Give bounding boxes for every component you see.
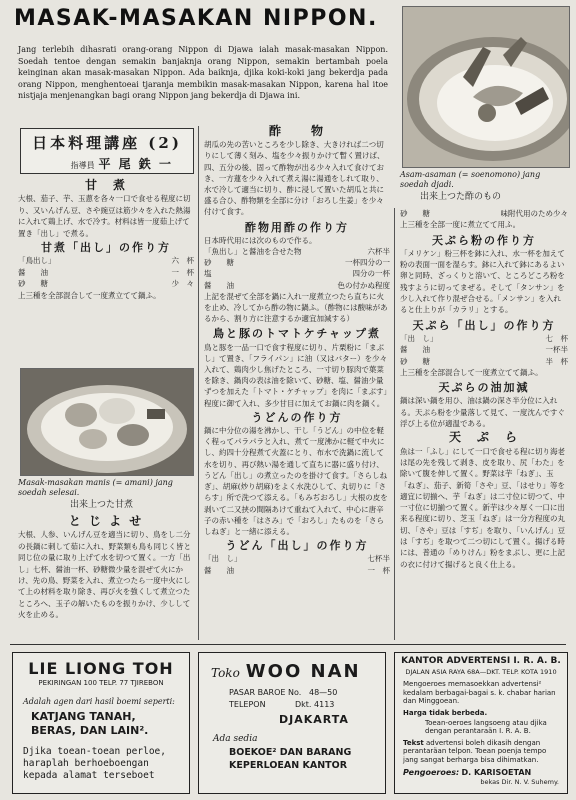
suzuke-heading: 酢物用酢の作り方 <box>245 220 349 234</box>
amani-heading: 甘 煮 <box>84 178 127 192</box>
tomato-text: 鳥と豚を一品一口で食す程度に切り、片栗粉に「まぶし」て置き、「フライパン」に油（又はバター）を少々入れて、鶏肉少し焦げたところ、一寸切り豚肉で葉菜を除き、鍋肉の表は油を除いて、砂糖、塩、醤油少量ずつを加えた「トマト・ケチャップ」を肉に「まぶす」程度に御て入れ、多少甘目に加えてお鍋に肉を鍋く。 <box>204 342 388 408</box>
photo-sunomono-caption: Asam-asaman (= soenomono) jang soedah djadi. <box>400 170 541 189</box>
photo-sunomono <box>402 6 570 168</box>
ad-woo-addr-value: 48—50 <box>309 688 338 697</box>
tempura-flour-heading: 天ぷら粉の作り方 <box>432 233 536 247</box>
udon-heading: うどんの作り方 <box>251 410 343 424</box>
ad-kantor-price-label: Harga tidak berbeda. <box>403 708 488 717</box>
suzuke-note: 上記を混ぜて全部を鍋に入れ一度煮立つたら直ちに火を止め、冷してから酢の物に鍋ふ。（酢物には酸味があるから、割り方に注意するか適宜加減する） <box>204 291 388 324</box>
amani-dashi-heading: 甘煮「出し」の作り方 <box>41 241 171 255</box>
instructor-name: 平 尾 鉄 一 <box>98 157 173 171</box>
column-divider <box>198 126 199 640</box>
ad-lie-liong-toh <box>12 652 190 794</box>
intro-paragraph: Jang terlebih dihasrati orang-orang Nippon di Djawa ialah masak-masakan Nippon. Soedah tentoe dengan semakin banjaknja orang Nippon, semakin bertambah poela keinginan akan masak-masakan Nippon. Ada baiknja, djika koki-koki jang bekerdja pada orang Nippon, menghentoeai tjaranja membikin masak-masakan Nippon, karena hal itoe nistjaja menjenangkan bagi orang Nippon jang bekerdja di Djawa ini. <box>18 45 388 101</box>
ad-kantor-service: Mengoeroes memasoekkan advertensi² kedalam berbagai-bagai s. k. chabar harian dan Minggoean. <box>403 680 556 706</box>
ad-kantor-manager-label: Pengoeroes: <box>403 767 460 777</box>
ad-woo-name: WOO NAN <box>245 661 361 682</box>
oil-heading: 天ぷらの油加減 <box>438 381 530 395</box>
ad-lie-note: Djika toean-toean perloe, haraplah berhoeboengan kepada alamat terseboet <box>23 746 166 781</box>
sunomono-dish-image <box>403 7 569 167</box>
suzuke-row: 「魚出し」と醤油を合せた物 六杯半 <box>204 247 390 257</box>
col3-top-note: 上三種を全部一度に煮立てて用ふ。 <box>400 220 521 230</box>
ad-woo-addr-label: PASAR BAROE No. <box>229 688 302 697</box>
photo-amani-caption: Masak-masakan manis (= amani) jang soedah selesai. <box>18 478 173 497</box>
page-title: MASAK-MASAKAN NIPPON. <box>14 6 378 31</box>
tojiyose-heading: と じ よ せ <box>68 514 144 528</box>
suzuke-intro: 日本時代用には次のもので作る。 <box>204 235 317 245</box>
ad-lie-address: PEKIRINGAN 100 TELP. 77 TJIREBON <box>38 679 164 687</box>
column-divider <box>394 208 395 640</box>
tempura-text: 魚は一「ふし」にして一口で食せる程に切り海老は尾の先を残して剥き、皮を取り、尻「わた」を除いて腹を伸して置く。野菜は芋「ねぎ」、玉「ねぎ」、茄子、新筍「さや」豆、「はせり」等を適宜に切揃へ、芋「ねぎ」は二寸位に切つて、中一寸位に切揃つて置く。新芋は少々厚く一口に出来る程度に切り、芝玉「ねぎ」は一分方程度の丸切、「さや」豆は「すぢ」を取り、「いんげん」豆は「すぢ」を取つて二つ切にして置く。揚げる時には、普通の「めりけん」粉をまぶし、更に上記の衣に付けて揚げると良く仕上る。 <box>400 446 565 569</box>
tempura-dashi-row: 「出 し」 七 杯 <box>400 333 568 343</box>
col3-top-row: 砂 糖 味附代用のため少々 <box>400 209 568 218</box>
ads-divider <box>10 644 566 645</box>
tempura-flour-text: 「メリケン」粉三杯を鉢に入れ、水一杯を加えて粉の表面一面を湿らす。鉢に入れて鉢にあるよい卵と同時、ざっくりと溶いて、ところどころ粉を残すように切ってまぜる。そして「タンサン」を少し入れて作り混ぜ合せる。「メンサン」を入れると仕上りが「カラリ」とする。 <box>400 248 565 315</box>
tempura-dashi-note: 上三種を全部混合して一度煮立てて鍋ふ。 <box>400 367 543 377</box>
photo-amani <box>20 368 194 476</box>
ad-lie-agent: Adalah agen dari hasil boemi seperti: <box>23 697 175 706</box>
ad-kantor-manager-note: bekas Dir. N. V. Suhemy. <box>480 778 559 787</box>
ad-woo-phone-value: Dkt. 4113 <box>295 700 335 709</box>
ad-kantor-ads-label: Tekst <box>403 738 424 747</box>
instructor-label: 指導員 <box>70 161 95 170</box>
tempura-dashi-row: 砂 糖 半 杯 <box>400 356 568 366</box>
col1-recipes <box>18 178 194 301</box>
ad-kantor-name: KANTOR ADVERTENSI I. R. A. B. <box>401 656 561 666</box>
ad-woo-phone-label: TELEPON <box>229 700 266 709</box>
ad-kantor-ads-text: advertensi boleh dikasih dengan perantaräan telpon. Toean poenja tempo jang sangat berharga bisa dihimatkan. <box>403 738 547 764</box>
ad-kantor-address: DJALAN ASIA RAYA 68A—DKT. TELP. KOTA 1910 <box>405 667 557 676</box>
oil-text: 鍋は深い鍋を用ひ、油は鍋の深さ半分位に入れる。天ぷら粉を少量落して見て、一度沈んですぐ浮び上る位が適温である。 <box>400 396 565 429</box>
suzuke-row: 塩 四分の一杯 <box>204 269 390 279</box>
course-title-box <box>20 128 194 174</box>
ad-woo-sedia: Ada sedia <box>213 734 258 744</box>
udon-dashi-row: 「出 し」 七杯半 <box>204 554 390 564</box>
ad-kantor-advertensi <box>394 652 568 794</box>
photo-amani-caption-jp: 出来上つた甘煮 <box>70 500 134 510</box>
col1-toji <box>18 514 194 621</box>
dashi-row: 醤 油 一 杯 <box>18 267 194 277</box>
dashi-row: 砂 糖 少 々 <box>18 279 194 289</box>
suzuke-row: 砂 糖 一杯四分の一 <box>204 258 390 268</box>
course-title: 日本料理講座 (2) <box>32 134 182 152</box>
photo-sunomono-caption-jp: 出来上つた酢のもの <box>420 192 502 202</box>
ad-lie-name: LIE LIONG TOH <box>28 659 174 678</box>
col2-recipes <box>204 124 390 576</box>
dashi-row: 「鳥出し」 六 杯 <box>18 256 194 266</box>
tomato-heading: 鳥と豚のトマトケチャップ煮 <box>212 327 381 341</box>
suzuke-row: 醤 油 色の付かぬ程度 <box>204 280 390 290</box>
amani-text: 大根、茄子、芋、玉蔥を各々一口で食せる程度に切り、又いんげん豆、さや豌豆は筋少々を入れた熱湯に入れて鶏上げ、水で冷す。材料は皆一度茹上げて置き「出し」で煮る。 <box>18 194 191 238</box>
amani-dashi-note: 上三種を全部混合して一度煮立てて鍋ふ。 <box>18 290 161 300</box>
udon-dashi-row: 醤 油 一 杯 <box>204 565 390 575</box>
tojiyose-text: 大根、人参、いんげん豆を適当に切り、鳥をし二分の長鍋に刺して茹に入れ、野菜類も鳥も同じく皆と同じ位の量に取り上げて水を切つて置く。一方「出し」七杯、醤油一杯、砂糖微少量を混ぜて火にかけ、先の鳥、野菜を入れ、煮立つたら一度中火にして上の材料を取り除き、再び火を強くして煮立つたところへ、玉子の解いたものを振りかけ、少しして火を止める。 <box>18 530 191 620</box>
ad-woo-city: DJAKARTA <box>279 713 349 726</box>
udon-text: 鍋に中分位の湯を沸かし、干し「うどん」の中位を軽く程ってパラパラと入れ、煮て一度沸かに軽て中火にし、約四十分程煮て火蓋にとり、布水で洗鍋に流して水を切り、再び熱い湯を通して直ちに器に盛り付け、うどん「出し」の煮立ったのを掛けて食す。「さらしねぎ」、胡麻(炒り胡麻)をよく水洗ひして、丸切りに「さらす」所で洗つて添える。「もみぢおろし」大根の皮を剥いて二又挟の間隔あけて重ねて入れて、中心に唐辛子の赤い種を「はさみ」で「おろし」たものを「さらしねぎ」と一緒に添える。 <box>204 426 388 536</box>
tempura-dashi-heading: 天ぷら「出し」の作り方 <box>412 318 556 332</box>
ad-lie-products: KATJANG TANAH, BERAS, DAN LAIN². <box>31 710 149 737</box>
udon-dashi-heading: うどん「出し」の作り方 <box>225 539 369 553</box>
col3-recipes <box>400 208 568 570</box>
tempura-heading: 天 ぷ ら <box>448 430 519 445</box>
ad-woo-toko: Toko <box>211 666 240 680</box>
ad-kantor-price-text: Toean-oeroes langsoeng atau djika dengan perantaraän I. R. A. B. <box>425 718 547 736</box>
sunomono-heading: 酢 物 <box>268 124 325 138</box>
tempura-dashi-row: 醤 油 一杯半 <box>400 345 568 355</box>
ad-kantor-manager: D. KARISOETAN <box>461 767 532 777</box>
amani-dish-image <box>21 369 193 475</box>
ad-woo-nan <box>198 652 386 794</box>
sunomono-text: 胡瓜の先の苦いところを少し除き、大きければ二つ切りにして薄く刻み、塩を少々振りかけて暫く置けば、四、五分の後、固って酢物が出る少々入れて食けておき、一方蓮を少々入れて煮え湯に湯通をしれて取り、水で冷して適当に切り、酢に浸して置いた胡瓜と共に盛る合ひ、酢物類を全部に分け「おろし生姜」を少々付けて食す。 <box>204 140 385 217</box>
ad-woo-goods: BOEKOE² DAN BARANG KEPERLOEAN KANTOR <box>229 747 352 771</box>
